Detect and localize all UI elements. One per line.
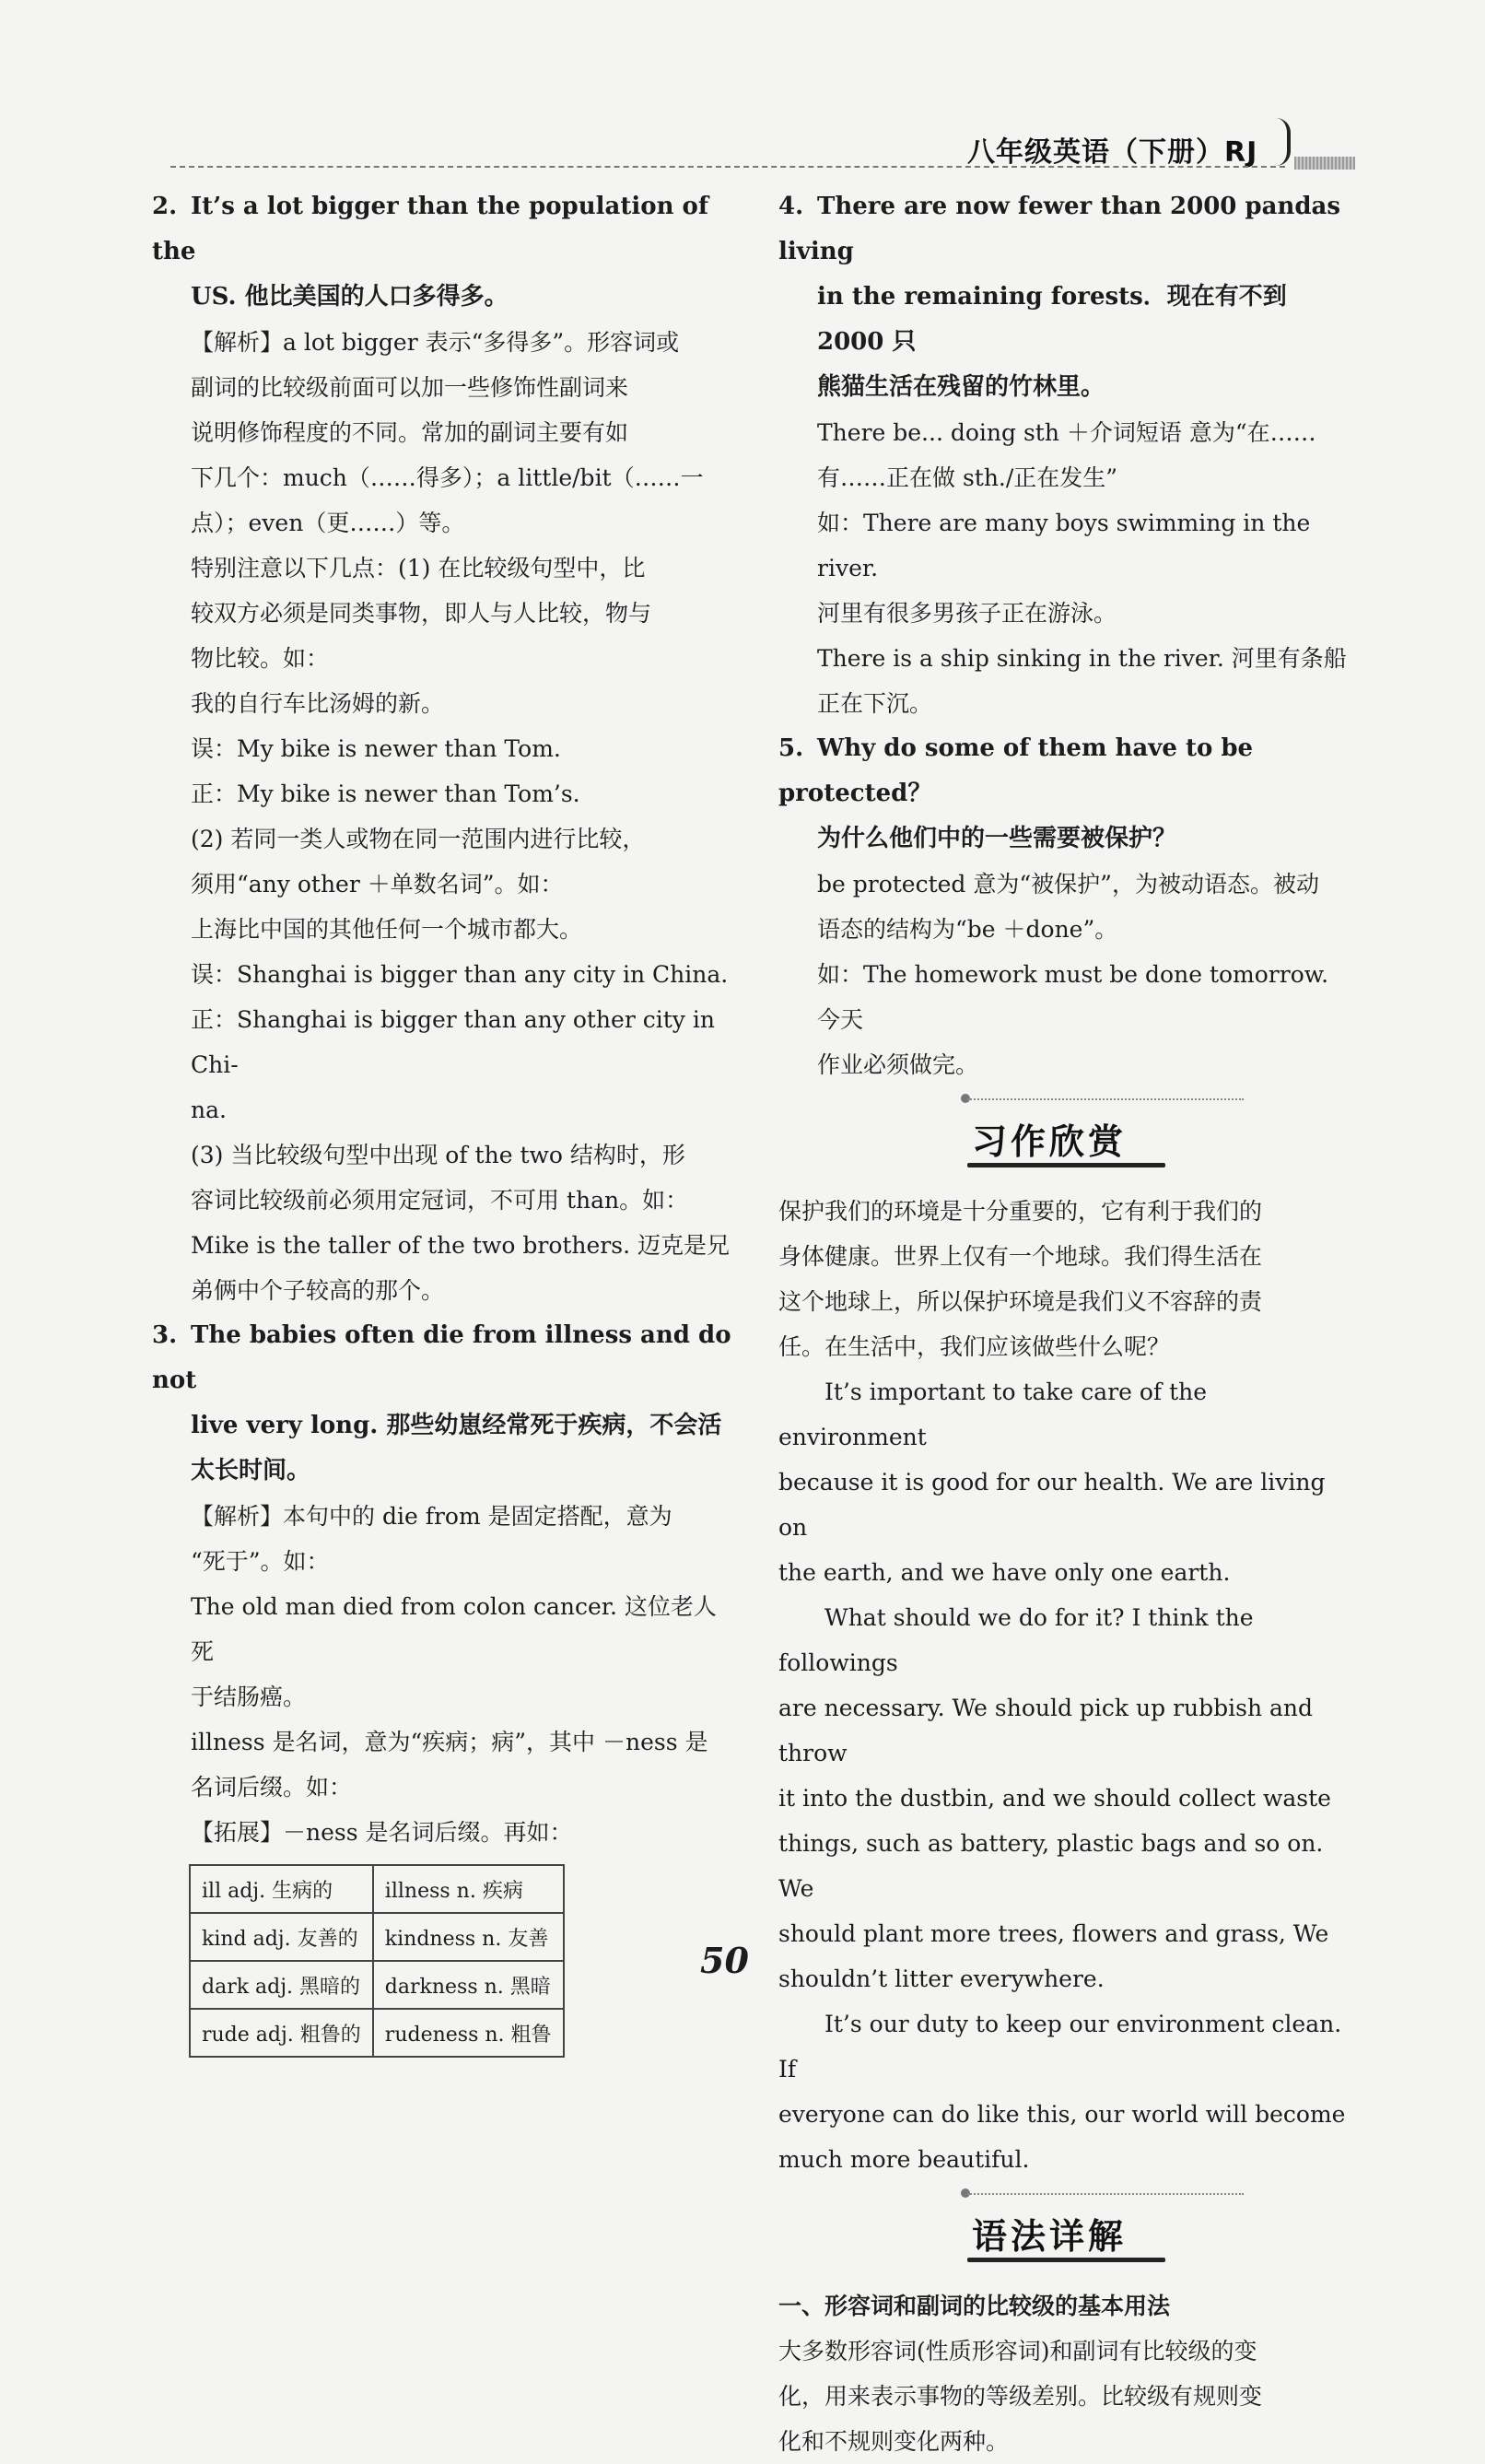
writing-cn-line: 这个地球上，所以保护环境是我们义不容辞的责	[778, 1288, 1263, 1315]
grammar-subtitle: 一、形容词和副词的比较级的基本用法	[778, 2293, 1171, 2319]
writing-cn-line: 身体健康。世界上仅有一个地球。我们得生活在	[778, 1243, 1263, 1270]
item-3-line: illness 是名词，意为“疾病；病”，其中 －ness 是	[191, 1729, 708, 1755]
table-row	[190, 1865, 564, 1913]
item-2-line: 点）；even（更……）等。	[191, 510, 465, 536]
header-bracket	[1276, 118, 1291, 166]
item-4-line: 如：There are many boys swimming in the river.	[817, 510, 1311, 581]
item-2-line: na.	[191, 1097, 227, 1123]
item-4-line: 河里有很多男孩子正在游泳。	[817, 600, 1117, 627]
item-3-head-line-3: 太长时间。	[191, 1457, 311, 1484]
writing-english	[778, 1369, 1354, 2182]
item-2-head-line-2: US. 他比美国的人口多得多。	[191, 283, 509, 311]
item-4-line: 有……正在做 sth./正在发生”	[817, 464, 1118, 491]
table-cell: ill adj. 生病的	[190, 1865, 373, 1913]
writing-chinese	[778, 1189, 1354, 1369]
header-dash-line	[170, 166, 1285, 168]
grammar-line: 化，用来表示事物的等级差别。比较级有规则变	[778, 2383, 1263, 2410]
item-4	[778, 184, 1354, 726]
item-4-number: 4.	[778, 193, 804, 220]
section-underline	[967, 2258, 1165, 2262]
table-cell: kind adj. 友善的	[190, 1913, 373, 1961]
item-5-line: 如：The homework must be done tomorrow. 今天	[817, 961, 1329, 1033]
writing-cn-line: 保护我们的环境是十分重要的，它有利于我们的	[778, 1198, 1263, 1225]
writing-en-line: everyone can do like this, our world will become	[778, 2101, 1346, 2128]
writing-en-line: things, such as battery, plastic bags and so on. We	[778, 1830, 1324, 1902]
item-3-head-line-1: 3. The babies often die from illness and do not	[152, 1313, 732, 1403]
item-2-line: 物比较。如：	[191, 645, 330, 672]
item-2-line: 我的自行车比汤姆的新。	[191, 690, 445, 717]
writing-en-line: It’s important to take care of the environment	[778, 1379, 1208, 1450]
table-cell: illness n. 疾病	[373, 1865, 564, 1913]
item-2-line: 上海比中国的其他任何一个城市都大。	[191, 916, 583, 943]
table-cell: darkness n. 黑暗	[373, 1961, 564, 2009]
item-2-line: 正：Shanghai is bigger than any other city in Chi-	[191, 1006, 715, 1078]
section-dotted-line	[967, 2193, 1244, 2195]
item-2-line: Mike is the taller of the two brothers. 迈克是兄	[191, 1232, 730, 1259]
item-2-line: 误：Shanghai is bigger than any city in China.	[191, 961, 729, 988]
table-cell: dark adj. 黑暗的	[190, 1961, 373, 2009]
item-2-line: 副词的比较级前面可以加一些修饰性副词来	[191, 374, 629, 401]
item-2-line: (3) 当比较级句型中出现 of the two 结构时，形	[191, 1142, 685, 1168]
item-4-line: 正在下沉。	[817, 690, 933, 717]
right-column	[778, 184, 1354, 2464]
writing-en-line: because it is good for our health. We are living on	[778, 1469, 1326, 1541]
item-3-line: 【解析】本句中的 die from 是固定搭配，意为	[191, 1503, 672, 1530]
item-4-line: There is a ship sinking in the river. 河里有条船	[817, 645, 1347, 672]
writing-en-line: It’s our duty to keep our environment clean. If	[778, 2011, 1342, 2083]
writing-en-line: are necessary. We should pick up rubbish and throw	[778, 1695, 1314, 1766]
item-2-line: (2) 若同一类人或物在同一范围内进行比较，	[191, 826, 646, 852]
item-3-line: 于结肠癌。	[191, 1684, 307, 1710]
item-3-body	[152, 1494, 732, 1855]
writing-en-line: should plant more trees, flowers and grass, We	[778, 1920, 1329, 1947]
item-4-head-line-1: 4. There are now fewer than 2000 pandas living	[778, 184, 1354, 275]
item-5-body	[778, 862, 1354, 1087]
header-title: 八年级英语（下册）RJ	[967, 136, 1258, 169]
item-2-number: 2.	[152, 193, 178, 220]
item-2-line: 容词比较级前必须用定冠词，不可用 than。如：	[191, 1187, 689, 1214]
section-writing-title: 习作欣赏	[972, 1121, 1128, 1162]
item-5-number: 5.	[778, 734, 804, 762]
section-underline	[967, 1163, 1165, 1167]
writing-en-line: What should we do for it? I think the followings	[778, 1604, 1254, 1676]
item-4-head-line-2: in the remaining forests．现在有不到 2000 只	[817, 283, 1287, 356]
item-5-head-line-2: 为什么他们中的一些需要被保护？	[817, 825, 1177, 852]
item-2-line: 误：My bike is newer than Tom.	[191, 735, 561, 762]
item-4-head-line-3: 熊猫生活在残留的竹林里。	[817, 373, 1105, 401]
left-column	[152, 184, 732, 2058]
item-2-line: 【解析】a lot bigger 表示“多得多”。形容词或	[191, 329, 680, 356]
table-row	[190, 2009, 564, 2057]
table-row	[190, 1961, 564, 2009]
grammar-line: 化和不规则变化两种。	[778, 2428, 1010, 2455]
writing-en-line: much more beautiful.	[778, 2146, 1030, 2173]
section-writing-header	[778, 1087, 1354, 1189]
item-2-line: 弟俩中个子较高的那个。	[191, 1277, 445, 1304]
item-3-line: 名词后缀。如：	[191, 1774, 353, 1801]
item-5	[778, 726, 1354, 1087]
writing-en-line: shouldn’t litter everywhere.	[778, 1965, 1105, 1992]
item-2-line: 须用“any other ＋单数名词”。如：	[191, 871, 564, 898]
item-3-line: “死于”。如：	[191, 1548, 330, 1575]
table-cell: rude adj. 粗鲁的	[190, 2009, 373, 2057]
writing-en-line: it into the dustbin, and we should collect waste	[778, 1785, 1331, 1812]
header-bar	[1294, 157, 1355, 170]
grammar-line: 大多数形容词(性质形容词)和副词有比较级的变	[778, 2338, 1257, 2364]
item-2-body	[152, 320, 732, 1313]
section-grammar-title: 语法详解	[972, 2216, 1128, 2257]
item-5-line: 语态的结构为“be ＋done”。	[817, 916, 1118, 943]
item-2-line: 特别注意以下几点：(1) 在比较级句型中，比	[191, 555, 646, 581]
section-grammar-header	[778, 2182, 1354, 2283]
table-cell: rudeness n. 粗鲁	[373, 2009, 564, 2057]
page-number: 50	[700, 1940, 749, 1981]
item-2-line: 正：My bike is newer than Tom’s.	[191, 780, 580, 807]
writing-en-line: the earth, and we have only one earth.	[778, 1559, 1231, 1586]
table-cell: kindness n. 友善	[373, 1913, 564, 1961]
item-2-line: 较双方必须是同类事物，即人与人比较，物与	[191, 600, 652, 627]
item-3-line: 【拓展】－ness 是名词后缀。再如：	[191, 1819, 573, 1846]
item-4-line: There be... doing sth ＋介词短语 意为“在……	[817, 419, 1316, 446]
item-2-head-line-1: 2. It’s a lot bigger than the population of the	[152, 184, 732, 275]
item-3-head-line-2: live very long. 那些幼崽经常死于疾病，不会活	[191, 1412, 722, 1439]
item-2-line: 下几个：much（……得多）；a little/bit（……一	[191, 464, 704, 491]
item-5-head-line-1: 5. Why do some of them have to be protected？	[778, 726, 1354, 816]
item-5-line: 作业必须做完。	[817, 1051, 979, 1078]
item-3	[152, 1313, 732, 2058]
item-2	[152, 184, 732, 1313]
item-3-number: 3.	[152, 1321, 178, 1349]
writing-cn-line: 任。在生活中，我们应该做些什么呢？	[778, 1333, 1171, 1360]
section-dotted-line	[967, 1098, 1244, 1100]
suffix-table	[189, 1864, 565, 2058]
item-5-line: be protected 意为“被保护”，为被动语态。被动	[817, 871, 1319, 898]
item-3-line: The old man died from colon cancer. 这位老人死	[191, 1593, 717, 1665]
item-4-body	[778, 410, 1354, 726]
item-2-line: 说明修饰程度的不同。常加的副词主要有如	[191, 419, 629, 446]
table-row	[190, 1913, 564, 1961]
